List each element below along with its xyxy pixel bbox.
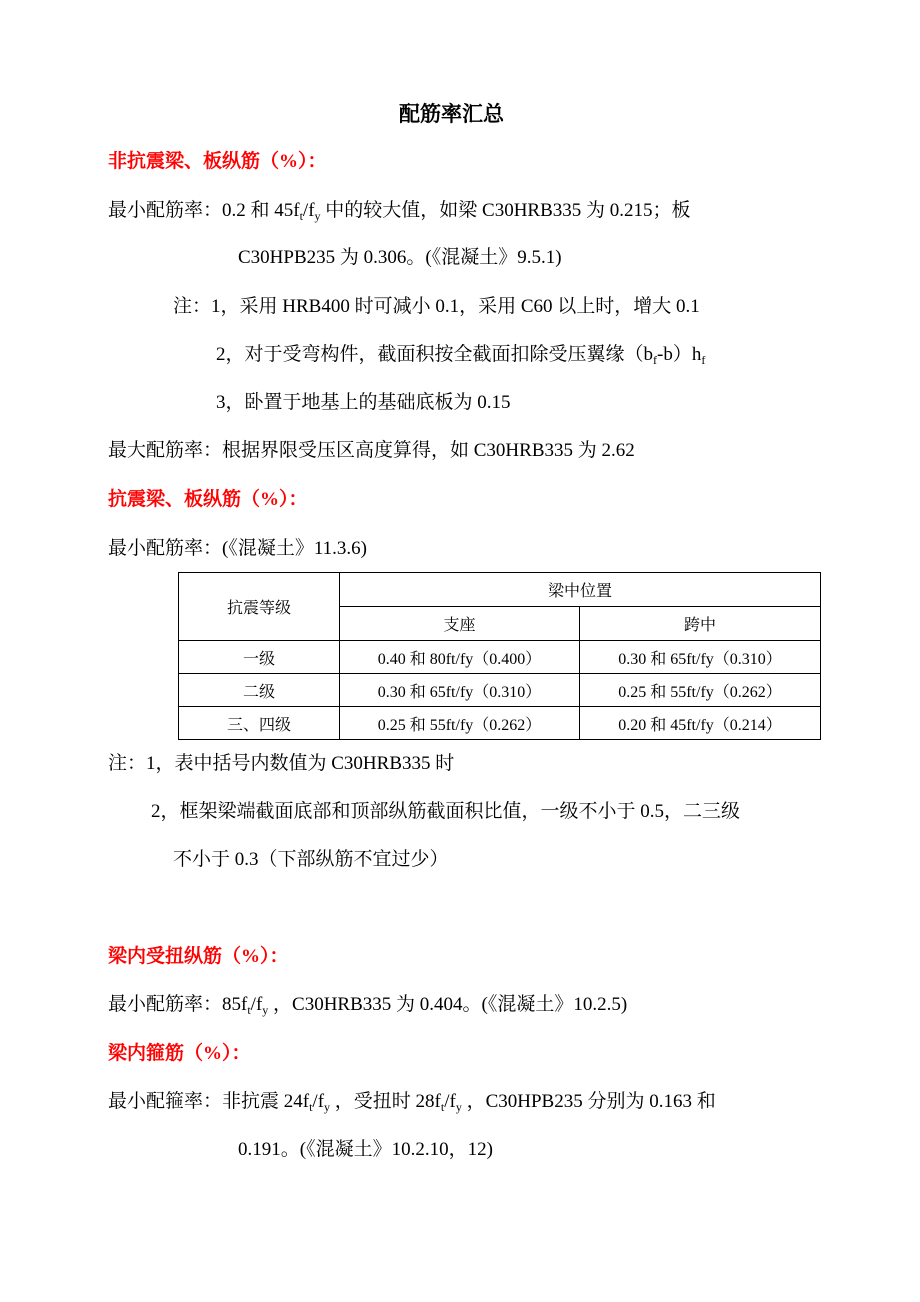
non-seismic-min-ratio-cont: C30HPB235 为 0.306。(《混凝土》9.5.1) bbox=[238, 247, 562, 268]
midspan-cell: 0.25 和 55ft/fy（0.262） bbox=[580, 674, 821, 707]
seismic-note-2: 2，框架梁端截面底部和顶部纵筋截面积比值，一级不小于 0.5，二三级 bbox=[151, 801, 741, 822]
non-seismic-min-ratio: 最小配筋率：0.2 和 $45f_t/f_y$ 中的较大值，如梁 C30HRB335 为 0.215；板 bbox=[108, 200, 691, 223]
grade-cell: 三、四级 bbox=[179, 707, 340, 740]
midspan-cell: 0.30 和 65ft/fy（0.310） bbox=[580, 641, 821, 674]
support-header: 支座 bbox=[340, 607, 580, 641]
stirrup-min-ratio: 最小配箍率：非抗震 $24f_t/f_y$ ，受扭时 $28f_t/f_y$ ，C30HPB235 分别为 0.163 和 bbox=[108, 1091, 716, 1114]
section-heading-torsion: 梁内受扭纵筋（%）： bbox=[108, 946, 289, 967]
non-seismic-note-1: 注：1，采用 HRB400 时可减小 0.1，采用 C60 以上时，增大 0.1 bbox=[173, 296, 700, 317]
grade-cell: 二级 bbox=[179, 674, 340, 707]
midspan-header: 跨中 bbox=[580, 607, 821, 641]
section-heading-stirrup: 梁内箍筋（%）： bbox=[108, 1043, 251, 1064]
table-row bbox=[179, 674, 821, 707]
stirrup-min-ratio-cont: 0.191。(《混凝土》10.2.10，12) bbox=[238, 1139, 493, 1160]
section-heading-non-seismic: 非抗震梁、板纵筋（%）： bbox=[108, 151, 327, 172]
section-heading-seismic: 抗震梁、板纵筋（%）： bbox=[108, 489, 308, 510]
seismic-note-2-cont: 不小于 0.3（下部纵筋不宜过少） bbox=[173, 849, 449, 870]
non-seismic-max-ratio: 最大配筋率：根据界限受压区高度算得，如 C30HRB335 为 2.62 bbox=[108, 440, 635, 461]
seismic-min-ratio: 最小配筋率：(《混凝土》11.3.6) bbox=[108, 538, 367, 559]
page-title: 配筋率汇总 bbox=[399, 102, 504, 126]
grade-header: 抗震等级 bbox=[179, 573, 340, 641]
non-seismic-note-3: 3，卧置于地基上的基础底板为 0.15 bbox=[216, 392, 511, 413]
non-seismic-note-2: 2，对于受弯构件，截面积按全截面扣除受压翼缘$(b_f-b)h_f$ bbox=[216, 344, 706, 367]
seismic-ratio-table bbox=[178, 572, 821, 740]
torsion-min-ratio: 最小配筋率：$85f_t/f_y$ ，C30HRB335 为 0.404。(《混凝土》10.2.5) bbox=[108, 994, 628, 1017]
grade-cell: 一级 bbox=[179, 641, 340, 674]
seismic-note-1: 注：1，表中括号内数值为 C30HRB335 时 bbox=[108, 753, 455, 774]
table-row bbox=[179, 707, 821, 740]
support-cell: 0.25 和 55ft/fy（0.262） bbox=[340, 707, 580, 740]
support-cell: 0.30 和 65ft/fy（0.310） bbox=[340, 674, 580, 707]
support-cell: 0.40 和 80ft/fy（0.400） bbox=[340, 641, 580, 674]
table-row bbox=[179, 641, 821, 674]
midspan-cell: 0.20 和 45ft/fy（0.214） bbox=[580, 707, 821, 740]
position-header: 梁中位置 bbox=[340, 573, 821, 607]
